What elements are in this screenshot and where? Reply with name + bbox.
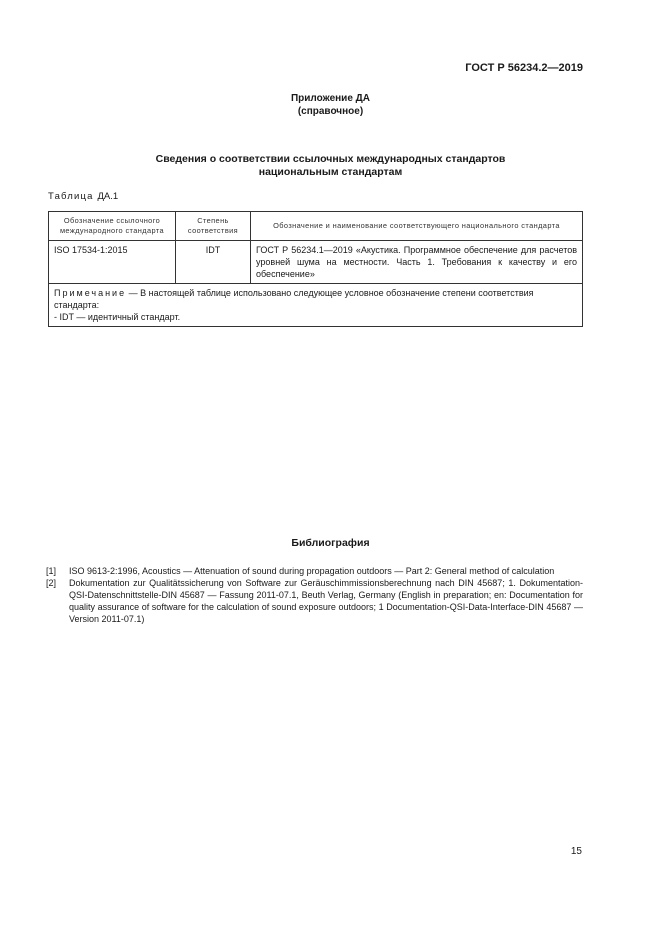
table-row [49, 241, 583, 284]
section-title-line2: национальным стандартам [258, 166, 403, 178]
table-note [49, 284, 583, 327]
appendix-title: Приложение ДА [290, 93, 371, 104]
appendix-subtitle: (справочное) [297, 106, 364, 117]
header-national-standard: Обозначение и наименование соответствующего национального стандарта [251, 212, 583, 241]
bib-entry-number: [2] [46, 578, 57, 588]
note-label: Примечание [54, 288, 127, 298]
page-number: 15 [570, 846, 582, 857]
table-caption-number: ДА.1 [97, 191, 119, 202]
section-title-line1: Сведения о соответствии ссылочных международных стандартов [155, 153, 506, 165]
list-item [46, 577, 583, 625]
bib-entry-number: [1] [46, 566, 57, 576]
appendix-heading [0, 92, 661, 118]
bib-entry-text: ISO 9613-2:1996, Acoustics — Attenuation of sound during propagation outdoors — Part 2: General method of calculation [69, 566, 555, 576]
document-standard-id: ГОСТ Р 56234.2—2019 [465, 62, 583, 74]
table-header-row [49, 212, 583, 241]
header-degree: Степень соответствия [176, 212, 251, 241]
table-caption [48, 191, 118, 202]
cell-reference-standard: ISO 17534-1:2015 [49, 241, 176, 284]
cell-national-standard: ГОСТ Р 56234.1—2019 «Акустика. Программное обеспечение для расчетов уровней шума на местности. Часть 1. Требования к качеству и его обеспечение» [251, 241, 583, 284]
header-reference-standard: Обозначение ссылочного международного стандарта [49, 212, 176, 241]
table-note-row [49, 284, 583, 327]
list-item [46, 565, 583, 577]
bibliography-title: Библиография [291, 537, 370, 549]
bib-entry-text: Dokumentation zur Qualitätssicherung von Software zur Geräuschimmissionsberechnung nach DIN 45687; 1. Dokumentation-QSI-Datenschnittstelle-DIN 45687 — Fassung 2011-07.1, Beuth Verlag, Germany (English in preparation; en: Documentation for quality assurance of software for the calculation of sound exposure outdoors; 1 Documentation-QSI-Data-Interface-DIN 45687 — Version 2011-07.1) [69, 578, 583, 624]
table-caption-word: Таблица [48, 191, 94, 202]
standards-correspondence-table [48, 211, 583, 327]
note-text: — В настоящей таблице использовано следующее условное обозначение степени соответствия стандарта: [54, 288, 534, 310]
cell-degree: IDT [176, 241, 251, 284]
bibliography-list [46, 565, 583, 625]
note-item: - IDT — идентичный стандарт. [54, 312, 181, 322]
section-title [0, 153, 661, 179]
